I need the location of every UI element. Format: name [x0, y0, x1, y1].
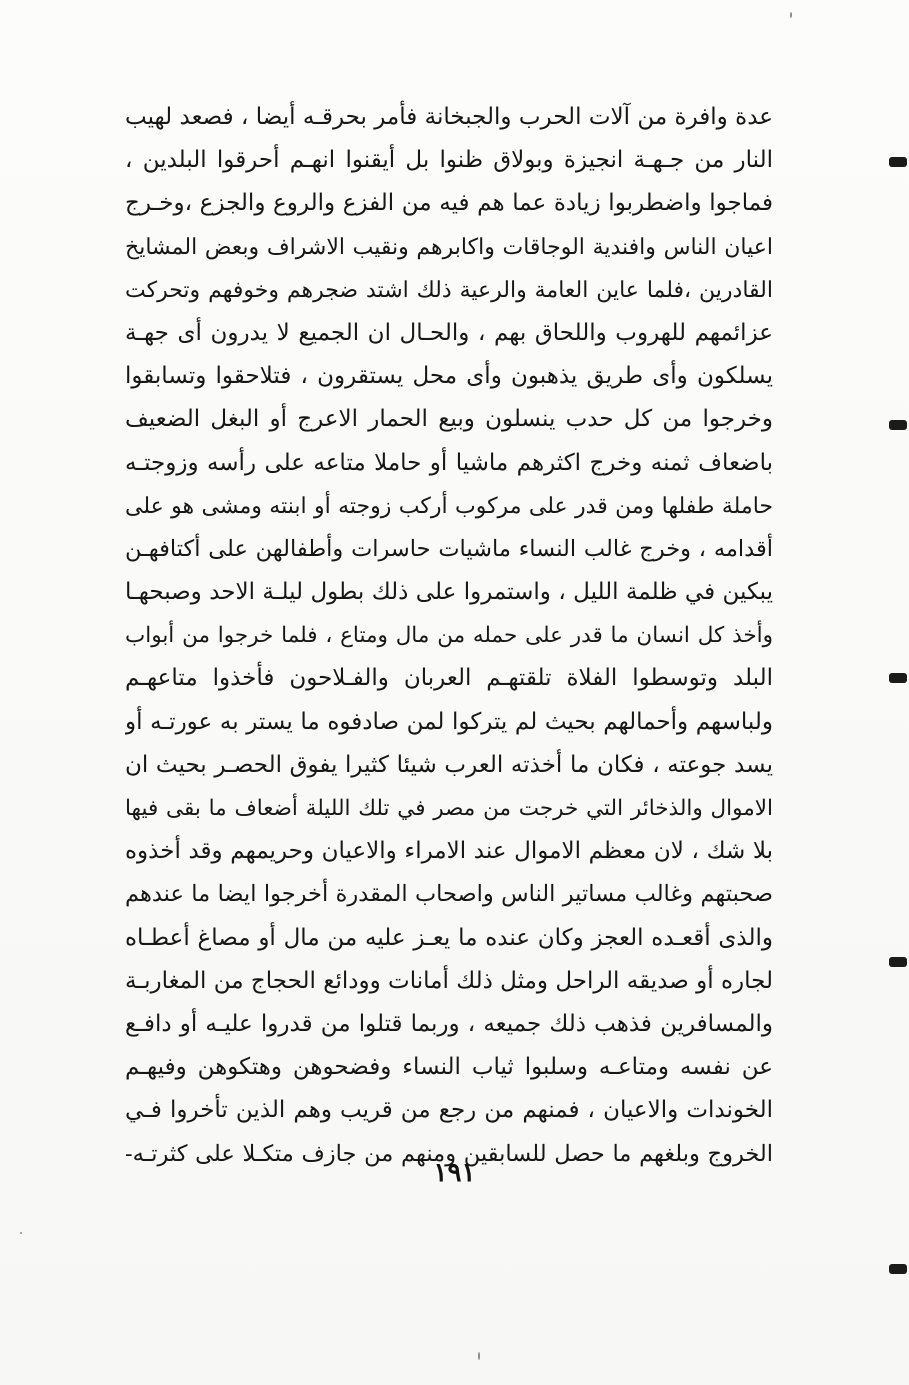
- text-line-10: حاملة طفلها ومن قدر على مركوب أركب زوجته أو ابنته ومشى هو على: [125, 493, 773, 519]
- text-line-6: عزائمهم للهروب واللحاق بهم ، والحـال ان الجميع لا يدرون أى جهـة: [125, 319, 773, 346]
- text-line-25: الخروج وبلغهم ما حصل للسابقين ومنهم من جازف متكـلا على كثرتـه-: [125, 1140, 773, 1167]
- text-line-7: يسلكون وأى طريق يذهبون وأى محل يستقرون ، فتلاحقوا وتسابقوا: [125, 363, 773, 390]
- text-line-13: وأخذ كل انسان ما قدر على حمله من مال ومتاع ، فلما خرجوا من أبواب: [125, 623, 773, 649]
- text-line-21: لجاره أو صديقه الراحل ومثل ذلك أمانات وودائع الحجاج من المغاربـة: [125, 967, 773, 994]
- text-line-4: اعيان الناس وافندية الوجاقات واكابرهم ونقيب الاشراف وبعض المشايخ: [125, 234, 773, 260]
- text-line-17: الاموال والذخائر التي خرجت من مصر في تلك الليلة أضعاف ما بقى فيها: [125, 796, 773, 821]
- text-line-16: يسد جوعته ، فكان ما أخذته العرب شيئا كثيرا يفوق الحصـر بحيث ان: [125, 751, 773, 778]
- text-line-15: ولباسهم وأحمالهم بحيث لم يتركوا لمن صادفوه ما يستر به عورتـه أو: [125, 708, 773, 735]
- binding-mark-1: [889, 157, 907, 167]
- text-line-22: والمسافرين فذهب ذلك جميعه ، وربما قتلوا من قدروا عليـه أو دافـع: [125, 1010, 773, 1037]
- text-line-24: الخوندات والاعيان ، فمنهم من رجع من قريب وهم الذين تأخروا فـي: [125, 1097, 773, 1124]
- text-line-12: يبكين في ظلمة الليل ، واستمروا على ذلك بطول ليلـة الاحد وصبحهـا: [125, 579, 773, 606]
- scan-speck: [20, 1232, 22, 1234]
- text-line-8: وخرجوا من كل حدب ينسلون وبيع الحمار الاعرج أو البغل الضعيف: [125, 406, 773, 433]
- text-line-3: فماجوا واضطربوا زيادة عما هم فيه من الفزع والروع والجزع ،وخـرج: [125, 190, 773, 217]
- text-line-1: عدة وافرة من آلات الحرب والجبخانة فأمر بحرقـه أيضا ، فصعد لهيب: [125, 104, 773, 130]
- binding-mark-3: [889, 673, 907, 683]
- scan-speck: [478, 1352, 480, 1360]
- text-line-2: النار من جـهـة انجيزة وبولاق ظنوا بل أيقنوا انهـم أحرقوا البلدين ،: [125, 147, 773, 174]
- binding-mark-4: [889, 957, 907, 967]
- text-line-18: بلا شك ، لان معظم الاموال عند الامراء والاعيان وحريمهم وقد أخذوه: [125, 838, 773, 865]
- text-line-23: عن نفسه ومتاعـه وسلبوا ثياب النساء وفضحوهن وهتكوهن وفيهـم: [125, 1054, 773, 1081]
- text-line-5: القادرين ،فلما عاين العامة والرعية ذلك اشتد ضجرهم وخوفهم وتحركت: [125, 277, 773, 303]
- binding-mark-5: [889, 1264, 907, 1274]
- scan-speck: [790, 12, 792, 18]
- body-text: [125, 96, 773, 1176]
- text-line-11: أقدامه ، وخرج غالب النساء ماشيات حاسرات وأطفالهن على أكتافهـن: [125, 535, 773, 562]
- text-line-19: صحبتهم وغالب مساتير الناس واصحاب المقدرة أخرجوا ايضا ما عندهم: [125, 881, 773, 908]
- text-line-14: البلد وتوسطوا الفلاة تلقتهـم العربان والفـلاحون فأخذوا متاعهـم: [125, 665, 773, 692]
- text-line-9: باضعاف ثمنه وخرج اكثرهم ماشيا أو حاملا متاعه على رأسه وزوجتـه: [125, 449, 773, 476]
- binding-mark-2: [889, 420, 907, 430]
- page-number: ١٩١: [433, 1158, 476, 1188]
- text-line-20: والذى أقعـده العجز وكان عنده ما يعـز عليه من مال أو مصاغ أعطـاه: [125, 924, 773, 951]
